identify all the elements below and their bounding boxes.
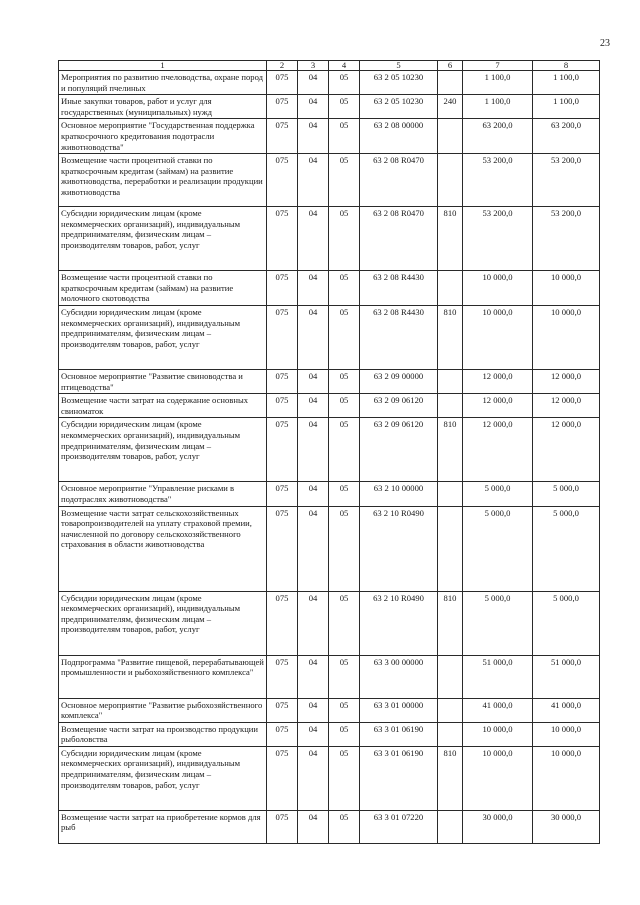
subsection-code-cell: 05 [329, 698, 360, 722]
header-cell: 4 [329, 61, 360, 71]
expense-type-cell: 240 [438, 95, 463, 119]
target-article-cell: 63 3 01 07220 [360, 810, 438, 843]
row-name-cell: Возмещение части затрат на содержание основных свиноматок [59, 394, 267, 418]
row-name-cell: Мероприятия по развитию пчеловодства, охране пород и популяций пчелиных [59, 71, 267, 95]
subsection-code-cell: 05 [329, 655, 360, 698]
subsection-code-cell: 05 [329, 207, 360, 271]
amount-2019-cell: 10 000,0 [463, 722, 533, 746]
subsection-code-cell: 05 [329, 482, 360, 506]
table-row [59, 207, 600, 271]
section-code-cell: 04 [298, 810, 329, 843]
expense-type-cell [438, 119, 463, 154]
page-number: 23 [600, 38, 610, 49]
subsection-code-cell: 05 [329, 722, 360, 746]
target-article-cell: 63 2 08 00000 [360, 119, 438, 154]
target-article-cell: 63 2 09 06120 [360, 394, 438, 418]
subsection-code-cell: 05 [329, 746, 360, 810]
amount-2020-cell: 12 000,0 [533, 418, 600, 482]
amount-2019-cell: 12 000,0 [463, 394, 533, 418]
grbs-code-cell: 075 [267, 722, 298, 746]
amount-2019-cell: 51 000,0 [463, 655, 533, 698]
target-article-cell: 63 2 05 10230 [360, 95, 438, 119]
amount-2019-cell: 53 200,0 [463, 154, 533, 207]
target-article-cell: 63 2 10 00000 [360, 482, 438, 506]
target-article-cell: 63 3 01 06190 [360, 722, 438, 746]
row-name-cell: Субсидии юридическим лицам (кроме некоммерческих организаций), индивидуальным предпринимателям, физическим лицам – производителям товаров, работ, услуг [59, 418, 267, 482]
amount-2019-cell: 41 000,0 [463, 698, 533, 722]
subsection-code-cell: 05 [329, 369, 360, 393]
amount-2020-cell: 10 000,0 [533, 305, 600, 369]
amount-2019-cell: 12 000,0 [463, 369, 533, 393]
table-row [59, 369, 600, 393]
subsection-code-cell: 05 [329, 305, 360, 369]
grbs-code-cell: 075 [267, 698, 298, 722]
section-code-cell: 04 [298, 305, 329, 369]
table-row [59, 655, 600, 698]
target-article-cell: 63 2 10 R0490 [360, 591, 438, 655]
subsection-code-cell: 05 [329, 95, 360, 119]
grbs-code-cell: 075 [267, 369, 298, 393]
section-code-cell: 04 [298, 482, 329, 506]
section-code-cell: 04 [298, 506, 329, 591]
table-row [59, 722, 600, 746]
subsection-code-cell: 05 [329, 271, 360, 306]
amount-2020-cell: 10 000,0 [533, 271, 600, 306]
expense-type-cell: 810 [438, 418, 463, 482]
target-article-cell: 63 2 09 06120 [360, 418, 438, 482]
row-name-cell: Основное мероприятие "Развитие рыбохозяйственного комплекса" [59, 698, 267, 722]
target-article-cell: 63 2 09 00000 [360, 369, 438, 393]
subsection-code-cell: 05 [329, 119, 360, 154]
row-name-cell: Возмещение части процентной ставки по краткосрочным кредитам (займам) на развитие молочного скотоводства [59, 271, 267, 306]
row-name-cell: Основное мероприятие "Государственная поддержка краткосрочного кредитования подотрасли животноводства" [59, 119, 267, 154]
table-row [59, 698, 600, 722]
target-article-cell: 63 2 08 R0470 [360, 154, 438, 207]
amount-2020-cell: 51 000,0 [533, 655, 600, 698]
amount-2019-cell: 12 000,0 [463, 418, 533, 482]
section-code-cell: 04 [298, 271, 329, 306]
table-row [59, 271, 600, 306]
expense-type-cell [438, 506, 463, 591]
grbs-code-cell: 075 [267, 655, 298, 698]
amount-2019-cell: 10 000,0 [463, 305, 533, 369]
header-cell: 3 [298, 61, 329, 71]
section-code-cell: 04 [298, 655, 329, 698]
subsection-code-cell: 05 [329, 71, 360, 95]
target-article-cell: 63 3 01 06190 [360, 746, 438, 810]
amount-2020-cell: 5 000,0 [533, 506, 600, 591]
target-article-cell: 63 3 01 00000 [360, 698, 438, 722]
amount-2020-cell: 41 000,0 [533, 698, 600, 722]
amount-2019-cell: 1 100,0 [463, 71, 533, 95]
amount-2019-cell: 1 100,0 [463, 95, 533, 119]
expense-type-cell [438, 698, 463, 722]
table-row [59, 95, 600, 119]
amount-2020-cell: 1 100,0 [533, 95, 600, 119]
grbs-code-cell: 075 [267, 810, 298, 843]
table-row [59, 394, 600, 418]
row-name-cell: Субсидии юридическим лицам (кроме некоммерческих организаций), индивидуальным предпринимателям, физическим лицам – производителям товаров, работ, услуг [59, 591, 267, 655]
amount-2020-cell: 53 200,0 [533, 154, 600, 207]
expense-type-cell: 810 [438, 305, 463, 369]
subsection-code-cell: 05 [329, 394, 360, 418]
row-name-cell: Субсидии юридическим лицам (кроме некоммерческих организаций), индивидуальным предпринимателям, физическим лицам – производителям товаров, работ, услуг [59, 305, 267, 369]
table-row [59, 418, 600, 482]
header-cell: 8 [533, 61, 600, 71]
amount-2019-cell: 30 000,0 [463, 810, 533, 843]
grbs-code-cell: 075 [267, 394, 298, 418]
amount-2019-cell: 53 200,0 [463, 207, 533, 271]
expense-type-cell [438, 369, 463, 393]
grbs-code-cell: 075 [267, 154, 298, 207]
grbs-code-cell: 075 [267, 71, 298, 95]
table-row [59, 506, 600, 591]
expense-type-cell [438, 154, 463, 207]
amount-2020-cell: 12 000,0 [533, 369, 600, 393]
expense-type-cell [438, 71, 463, 95]
grbs-code-cell: 075 [267, 482, 298, 506]
expense-type-cell: 810 [438, 591, 463, 655]
expense-type-cell [438, 394, 463, 418]
table-row [59, 810, 600, 843]
amount-2020-cell: 1 100,0 [533, 71, 600, 95]
section-code-cell: 04 [298, 418, 329, 482]
expense-type-cell [438, 271, 463, 306]
target-article-cell: 63 2 08 R4430 [360, 305, 438, 369]
amount-2020-cell: 5 000,0 [533, 482, 600, 506]
expense-type-cell: 810 [438, 207, 463, 271]
section-code-cell: 04 [298, 119, 329, 154]
row-name-cell: Возмещение части процентной ставки по краткосрочным кредитам (займам) на развитие животноводства, переработки и реализации продукции животноводства [59, 154, 267, 207]
amount-2020-cell: 10 000,0 [533, 722, 600, 746]
row-name-cell: Иные закупки товаров, работ и услуг для государственных (муниципальных) нужд [59, 95, 267, 119]
target-article-cell: 63 2 08 R0470 [360, 207, 438, 271]
subsection-code-cell: 05 [329, 591, 360, 655]
grbs-code-cell: 075 [267, 119, 298, 154]
expense-type-cell: 810 [438, 746, 463, 810]
expense-type-cell [438, 722, 463, 746]
header-cell: 6 [438, 61, 463, 71]
section-code-cell: 04 [298, 394, 329, 418]
budget-table [58, 60, 600, 844]
grbs-code-cell: 075 [267, 746, 298, 810]
target-article-cell: 63 2 10 R0490 [360, 506, 438, 591]
subsection-code-cell: 05 [329, 154, 360, 207]
section-code-cell: 04 [298, 71, 329, 95]
grbs-code-cell: 075 [267, 506, 298, 591]
table-row [59, 119, 600, 154]
amount-2020-cell: 12 000,0 [533, 394, 600, 418]
table-row [59, 482, 600, 506]
target-article-cell: 63 2 05 10230 [360, 71, 438, 95]
grbs-code-cell: 075 [267, 95, 298, 119]
section-code-cell: 04 [298, 207, 329, 271]
target-article-cell: 63 2 08 R4430 [360, 271, 438, 306]
grbs-code-cell: 075 [267, 591, 298, 655]
row-name-cell: Подпрограмма "Развитие пищевой, перерабатывающей промышленности и рыбохозяйственного комплекса" [59, 655, 267, 698]
row-name-cell: Возмещение части затрат сельскохозяйственных товаропроизводителей на уплату страховой премии, начисленной по договору сельскохозяйственного страхования в области животноводства [59, 506, 267, 591]
section-code-cell: 04 [298, 722, 329, 746]
row-name-cell: Основное мероприятие "Развитие свиноводства и птицеводства" [59, 369, 267, 393]
table-row [59, 305, 600, 369]
section-code-cell: 04 [298, 154, 329, 207]
header-cell: 5 [360, 61, 438, 71]
header-cell: 2 [267, 61, 298, 71]
expense-type-cell [438, 655, 463, 698]
table-row [59, 746, 600, 810]
row-name-cell: Основное мероприятие "Управление рисками в подотраслях животноводства" [59, 482, 267, 506]
amount-2020-cell: 53 200,0 [533, 207, 600, 271]
table-row [59, 154, 600, 207]
amount-2019-cell: 5 000,0 [463, 482, 533, 506]
section-code-cell: 04 [298, 698, 329, 722]
target-article-cell: 63 3 00 00000 [360, 655, 438, 698]
table-row [59, 71, 600, 95]
row-name-cell: Субсидии юридическим лицам (кроме некоммерческих организаций), индивидуальным предпринимателям, физическим лицам – производителям товаров, работ, услуг [59, 746, 267, 810]
section-code-cell: 04 [298, 746, 329, 810]
section-code-cell: 04 [298, 95, 329, 119]
amount-2019-cell: 5 000,0 [463, 506, 533, 591]
amount-2020-cell: 30 000,0 [533, 810, 600, 843]
row-name-cell: Субсидии юридическим лицам (кроме некоммерческих организаций), индивидуальным предпринимателям, физическим лицам – производителям товаров, работ, услуг [59, 207, 267, 271]
amount-2020-cell: 10 000,0 [533, 746, 600, 810]
amount-2019-cell: 63 200,0 [463, 119, 533, 154]
header-row [59, 61, 600, 71]
grbs-code-cell: 075 [267, 271, 298, 306]
grbs-code-cell: 075 [267, 305, 298, 369]
row-name-cell: Возмещение части затрат на производство продукции рыболовства [59, 722, 267, 746]
header-cell: 1 [59, 61, 267, 71]
expense-type-cell [438, 810, 463, 843]
header-cell: 7 [463, 61, 533, 71]
amount-2020-cell: 63 200,0 [533, 119, 600, 154]
grbs-code-cell: 075 [267, 207, 298, 271]
amount-2019-cell: 10 000,0 [463, 271, 533, 306]
section-code-cell: 04 [298, 369, 329, 393]
table-row [59, 591, 600, 655]
amount-2020-cell: 5 000,0 [533, 591, 600, 655]
subsection-code-cell: 05 [329, 810, 360, 843]
subsection-code-cell: 05 [329, 506, 360, 591]
row-name-cell: Возмещение части затрат на приобретение кормов для рыб [59, 810, 267, 843]
subsection-code-cell: 05 [329, 418, 360, 482]
amount-2019-cell: 10 000,0 [463, 746, 533, 810]
grbs-code-cell: 075 [267, 418, 298, 482]
amount-2019-cell: 5 000,0 [463, 591, 533, 655]
expense-type-cell [438, 482, 463, 506]
section-code-cell: 04 [298, 591, 329, 655]
